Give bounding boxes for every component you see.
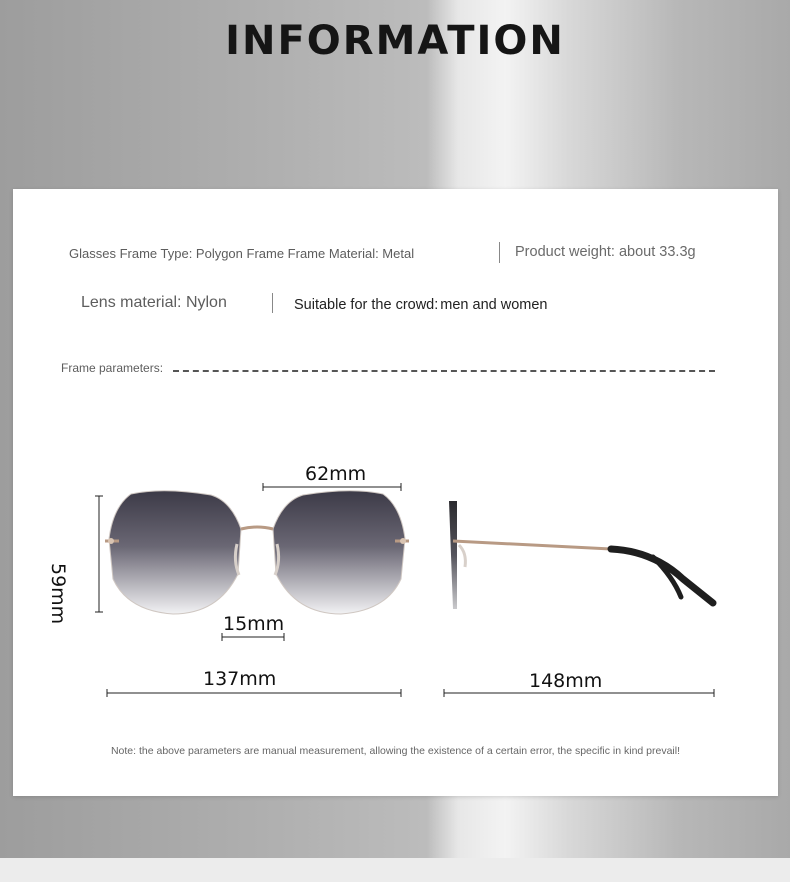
weight-spec: Product weight: about 33.3g	[515, 244, 696, 260]
measurement-note: Note: the above parameters are manual measurement, allowing the existence of a certain error, the specific in kind prevail!	[110, 745, 681, 757]
crowd-label: Suitable for the crowd:	[294, 297, 439, 313]
side-temple-arm	[453, 541, 611, 549]
front-view-glasses	[105, 491, 409, 614]
frame-width-label: 137mm	[203, 668, 277, 690]
sunglasses-diagram	[13, 189, 778, 796]
lens-height-label: 59mm	[47, 563, 69, 625]
frame-parameters-label: Frame parameters:	[61, 361, 164, 375]
right-rivet	[400, 538, 406, 544]
bridge-width-label: 15mm	[223, 613, 285, 635]
info-card	[13, 189, 778, 796]
bridge	[241, 527, 273, 529]
frame-type-spec: Glasses Frame Type: Polygon Frame Frame Material: Metal	[69, 246, 415, 261]
temple-length-label: 148mm	[529, 670, 603, 692]
page-title: INFORMATION	[225, 18, 565, 64]
crowd-value: men and women	[440, 297, 548, 313]
lens-width-label: 62mm	[305, 463, 367, 485]
side-temple-tip	[611, 549, 713, 603]
left-lens	[109, 491, 241, 614]
lens-material-spec: Lens material: Nylon	[81, 294, 227, 311]
side-nose-pad	[459, 545, 465, 567]
bottom-band	[0, 858, 790, 882]
side-view-glasses	[449, 501, 713, 609]
left-rivet	[108, 538, 114, 544]
side-lens	[449, 501, 457, 609]
right-lens	[273, 491, 405, 614]
